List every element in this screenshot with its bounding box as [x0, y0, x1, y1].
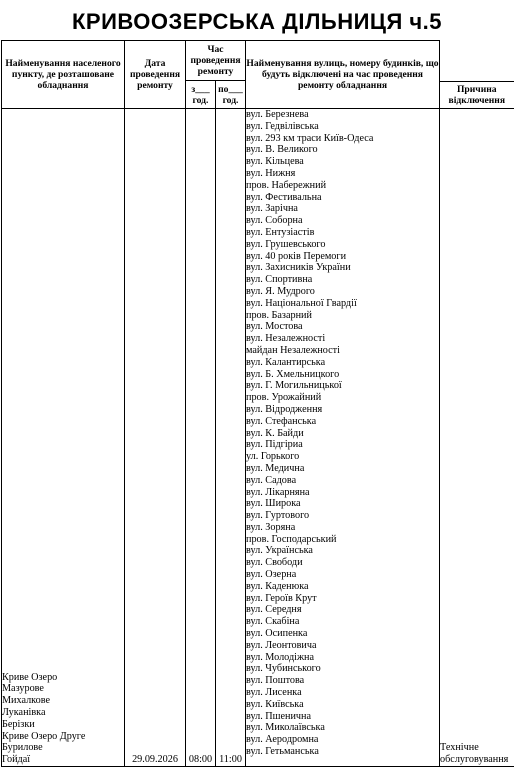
- header-streets: Найменування вулиць, номеру будинків, що будуть відключені на час проведення ремонту обладнання: [246, 41, 440, 109]
- date-cell: 29.09.2026: [125, 109, 186, 767]
- settlement-item: Мазурове: [2, 683, 44, 695]
- street-item: вул. Національної Гвардії: [246, 297, 357, 309]
- street-item: вул. Каденюка: [246, 580, 309, 592]
- street-item: вул. Українська: [246, 545, 313, 557]
- street-item: вул. Поштова: [246, 675, 305, 687]
- header-time-to: по___ год.: [216, 81, 246, 109]
- street-item: вул. Захисників України: [246, 262, 351, 274]
- street-item: вул. Медична: [246, 462, 305, 474]
- header-time-group: Час проведення ремонту: [186, 41, 246, 81]
- street-item: вул. Гуртового: [246, 510, 310, 522]
- outage-schedule-table: [1, 40, 514, 767]
- street-item: вул. Київська: [246, 698, 304, 710]
- header-reason-cell: [440, 41, 514, 109]
- street-item: пров. Набережний: [246, 179, 327, 191]
- street-item: вул. Я. Мудрого: [246, 285, 315, 297]
- street-item: вул. Леонтовича: [246, 639, 317, 651]
- street-item: вул. Стефанська: [246, 415, 317, 427]
- time-to-cell: 11:00: [216, 109, 246, 767]
- street-item: вул. Середня: [246, 604, 302, 616]
- reason-cell: Технічне обслуговування: [440, 109, 514, 767]
- street-item: вул. Ентузіастів: [246, 226, 315, 238]
- settlement-item: Михалкове: [2, 695, 50, 707]
- settlement-item: Луканівка: [2, 707, 46, 719]
- street-item: пров. Базарний: [246, 309, 312, 321]
- street-item: вул. Спортивна: [246, 274, 313, 286]
- street-item: вул. Березнева: [246, 109, 309, 120]
- street-item: вул. Незалежності: [246, 333, 326, 345]
- street-item: пров. Урожайний: [246, 392, 322, 404]
- settlement-item: Гойдаї: [2, 754, 31, 766]
- street-item: вул. Аеродромна: [246, 734, 319, 746]
- settlement-item: Бурилове: [2, 742, 43, 754]
- street-item: вул. Осипенка: [246, 628, 308, 640]
- street-item: вул. Чубинського: [246, 663, 321, 675]
- street-item: вул. Підгіриа: [246, 439, 303, 451]
- street-item: вул. Нижня: [246, 167, 296, 179]
- street-item: вул. Миколаївська: [246, 722, 325, 734]
- street-item: вул. Молодіжна: [246, 651, 314, 663]
- street-item: вул. Озерна: [246, 569, 297, 581]
- street-item: вул. Садова: [246, 474, 297, 486]
- street-item: вул. Мостова: [246, 321, 303, 333]
- table-row: [2, 109, 514, 767]
- street-item: вул. Відродження: [246, 403, 323, 415]
- streets-cell: [246, 109, 440, 767]
- street-item: вул. Кільцева: [246, 156, 304, 168]
- street-item: вул. Пшенична: [246, 710, 312, 722]
- street-item: вул. Гетьманська: [246, 746, 319, 758]
- street-item: вул. Соборна: [246, 215, 303, 227]
- street-item: майдан Незалежності: [246, 344, 340, 356]
- street-item: вул. Лисенка: [246, 687, 302, 699]
- street-item: вул. Зарічна: [246, 203, 298, 215]
- header-reason: Причина відключення: [448, 83, 506, 106]
- street-item: вул. В. Великого: [246, 144, 318, 156]
- settlement-item: Криве Озеро: [2, 671, 58, 683]
- settlements-cell: [2, 109, 125, 767]
- street-item: вул. 293 км траси Київ-Одеса: [246, 132, 374, 144]
- settlement-item: Криве Озеро Друге: [2, 730, 86, 742]
- streets-list: [246, 109, 439, 766]
- street-item: вул. Б. Хмельницкого: [246, 368, 340, 380]
- street-item: вул. Зоряна: [246, 521, 296, 533]
- street-item: ул. Горького: [246, 451, 300, 463]
- street-item: вул. Свободи: [246, 557, 303, 569]
- street-item: вул. Гедвілівська: [246, 120, 319, 132]
- street-item: вул. Фестивальна: [246, 191, 322, 203]
- page-title: КРИВООЗЕРСЬКА ДІЛЬНИЦЯ ч.5: [71, 9, 443, 34]
- street-item: вул. Калантирська: [246, 356, 326, 368]
- street-item: вул. Широка: [246, 498, 301, 510]
- time-from-cell: 08:00: [186, 109, 216, 767]
- street-item: пров. Господарський: [246, 533, 337, 545]
- street-item: вул. Скабіна: [246, 616, 300, 628]
- street-item: вул. Грушевського: [246, 238, 326, 250]
- street-item: вул. Г. Могильницької: [246, 380, 342, 392]
- street-item: вул. Лікарняна: [246, 486, 310, 498]
- street-item: вул. 40 років Перемоги: [246, 250, 347, 262]
- header-date: Дата проведення ремонту: [125, 41, 186, 109]
- settlement-item: Берізки: [2, 718, 35, 730]
- street-item: вул. Героїв Крут: [246, 592, 317, 604]
- header-time-from: з___ год.: [186, 81, 216, 109]
- header-settlement: Найменування населеного пункту, де розташоване обладнання: [2, 41, 125, 109]
- street-item: вул. К. Байди: [246, 427, 304, 439]
